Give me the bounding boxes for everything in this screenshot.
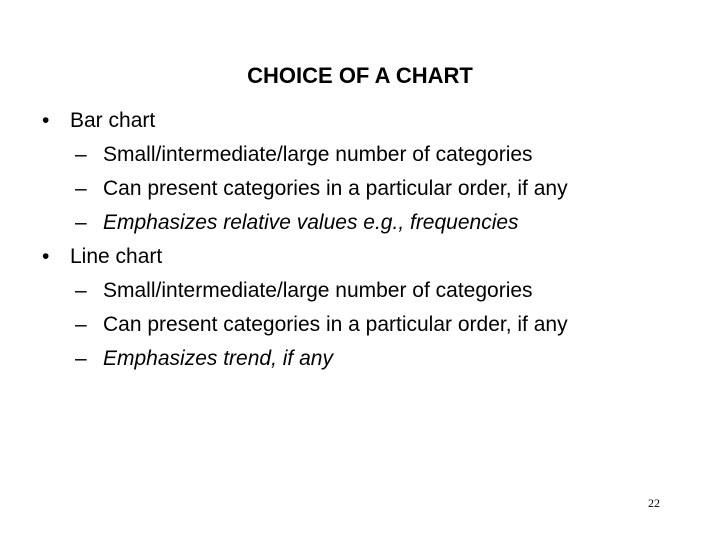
sub-bullet	[0, 342, 720, 376]
sub-bullet	[0, 172, 720, 206]
sub-bullet-text: Emphasizes relative values e.g., frequencies	[103, 211, 519, 234]
dash-icon: –	[75, 143, 87, 166]
bullet-bar-chart	[0, 104, 720, 138]
sub-bullet	[0, 206, 720, 240]
sub-bullet-text: Can present categories in a particular order, if any	[103, 313, 568, 336]
slide-title-text: CHOICE OF A CHART	[247, 63, 473, 88]
dash-icon: –	[75, 177, 87, 200]
dash-icon: –	[75, 279, 87, 302]
sub-bullet-text: Emphasizes trend, if any	[103, 347, 333, 370]
bullet-label: Line chart	[70, 245, 163, 268]
slide-content	[0, 104, 720, 376]
dash-icon: –	[75, 313, 87, 336]
bullet-label: Bar chart	[70, 109, 156, 132]
dash-icon: –	[75, 347, 87, 370]
bullet-icon: •	[42, 109, 50, 132]
sub-bullet-text: Can present categories in a particular order, if any	[103, 177, 568, 200]
slide-title	[0, 62, 720, 90]
page-number: 22	[648, 496, 660, 510]
bullet-icon: •	[42, 245, 50, 268]
sub-bullet	[0, 138, 720, 172]
sub-bullet-text: Small/intermediate/large number of categories	[103, 279, 533, 302]
sub-bullet-text: Small/intermediate/large number of categories	[103, 143, 533, 166]
dash-icon: –	[75, 211, 87, 234]
sub-bullet	[0, 308, 720, 342]
sub-bullet	[0, 274, 720, 308]
bullet-line-chart	[0, 240, 720, 274]
